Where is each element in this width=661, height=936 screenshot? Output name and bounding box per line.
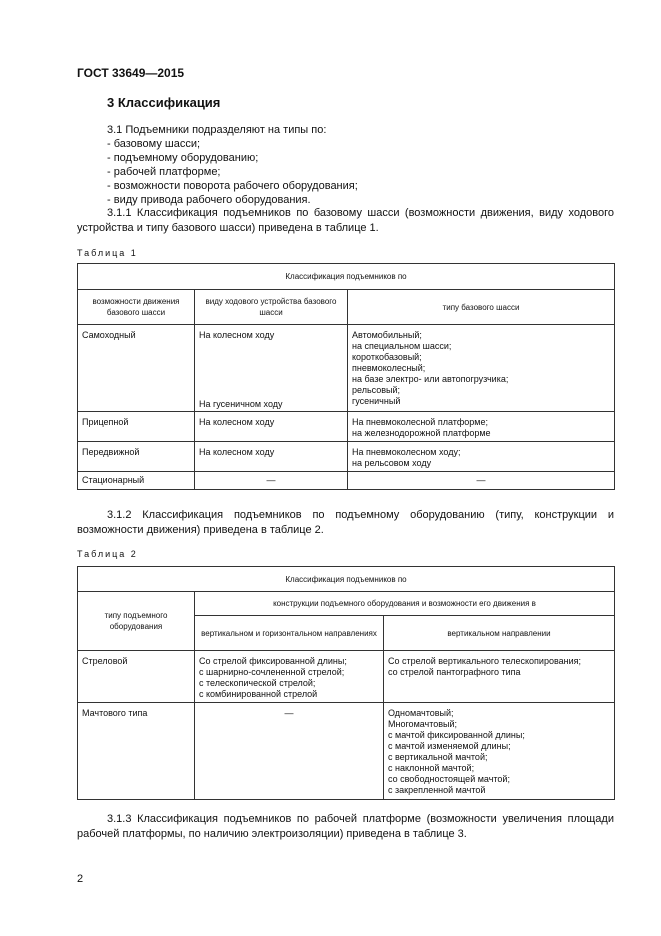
table-cell: Передвижной [78,442,195,472]
table-cell: На колесном ходу [195,412,348,442]
cell-line: Многомачтовый; [388,719,458,729]
section-title: 3 Классификация [107,95,221,110]
table1-col-header: возможности движения базового шасси [78,290,195,325]
table2-col-header: типу подъемного оборудования [78,592,195,651]
table-cell [348,412,615,442]
list-item: - подъемному оборудованию; [107,152,259,164]
table-cell: — [195,703,384,800]
table-cell: Прицепной [78,412,195,442]
table-cell [348,325,615,412]
paragraph-3-1-3: 3.1.3 Классификация подъемников по рабочей платформе (возможности увеличения площади рабочей платформы, по наличию электроизоляции) приведена в таблице 3. [77,813,614,840]
intro-lead: 3.1 Подъемники подразделяют на типы по: [107,124,327,136]
table-cell [195,325,348,412]
cell-line: с вертикальной мачтой; [388,752,488,762]
table-cell: На колесном ходу [195,442,348,472]
table-cell [384,651,615,703]
table-row [78,442,615,472]
cell-line: гусеничный [352,396,401,406]
cell-line: на базе электро- или автопогрузчика; [352,374,509,384]
table1-col-header: типу базового шасси [348,290,615,325]
table-row [78,325,615,412]
cell-line: Одномачтовый; [388,708,454,718]
cell-line: с наклонной мачтой; [388,763,475,773]
paragraph-3-1-2: 3.1.2 Классификация подъемников по подъемному оборудованию (типу, конструкции и возможности движения) приведена в таблице 2. [77,509,614,536]
table-cell: Мачтового типа [78,703,195,800]
table-cell: Стационарный [78,472,195,490]
cell-line: На колесном ходу [199,330,275,340]
table2-header: Классификация подъемников по [78,567,615,592]
table1-caption: Таблица 1 [77,248,138,258]
list-item: - рабочей платформе; [107,166,221,178]
table-cell: — [195,472,348,490]
table-cell: — [348,472,615,490]
cell-line: с мачтой фиксированной длины; [388,730,525,740]
cell-line: со стрелой пантографного типа [388,667,521,677]
page-number: 2 [77,873,84,885]
cell-line: короткобазовый; [352,352,422,362]
table-cell [348,442,615,472]
list-item: - виду привода рабочего оборудования. [107,194,311,206]
table-1 [77,263,615,490]
paragraph-3-1-1: 3.1.1 Классификация подъемников по базовому шасси (возможности движения, виду ходового устройства и типу базового шасси) приведена в таблице 1. [77,207,614,234]
cell-line: Со стрелой вертикального телескопирования; [388,656,582,666]
table-cell: Стреловой [78,651,195,703]
cell-line: с мачтой изменяемой длины; [388,741,511,751]
cell-line: на рельсовом ходу [352,458,432,468]
table2-col-header: вертикальном и горизонтальном направлениях [195,616,384,651]
cell-line: на железнодорожной платформе [352,428,491,438]
table1-col-header: виду ходового устройства базового шасси [195,290,348,325]
cell-line: со свободностоящей мачтой; [388,774,510,784]
cell-line: Со стрелой фиксированной длины; [199,656,347,666]
cell-line: На пневмоколесной платформе; [352,417,488,427]
cell-line: с телескопической стрелой; [199,678,316,688]
cell-line: пневмоколесный; [352,363,426,373]
table-row [78,651,615,703]
cell-line: на специальном шасси; [352,341,452,351]
table-row [78,412,615,442]
list-item: - возможности поворота рабочего оборудования; [107,180,358,192]
cell-line: Автомобильный; [352,330,422,340]
table-row [78,703,615,800]
table2-subheader: конструкции подъемного оборудования и возможности его движения в [195,592,615,616]
document-code: ГОСТ 33649—2015 [77,66,185,80]
table-cell [384,703,615,800]
cell-line: с комбинированной стрелой [199,689,318,699]
cell-line: рельсовый; [352,385,401,395]
list-item: - базовому шасси; [107,138,201,150]
table-row [78,472,615,490]
table1-header: Классификация подъемников по [78,264,615,290]
table2-caption: Таблица 2 [77,549,138,559]
table-cell: Самоходный [78,325,195,412]
cell-line: На пневмоколесном ходу; [352,447,461,457]
table-2 [77,566,615,800]
cell-line: с закрепленной мачтой [388,785,486,795]
table-cell [195,651,384,703]
table2-col-header: вертикальном направлении [384,616,615,651]
cell-line: На гусеничном ходу [199,399,283,409]
cell-line: с шарнирно-сочлененной стрелой; [199,667,345,677]
